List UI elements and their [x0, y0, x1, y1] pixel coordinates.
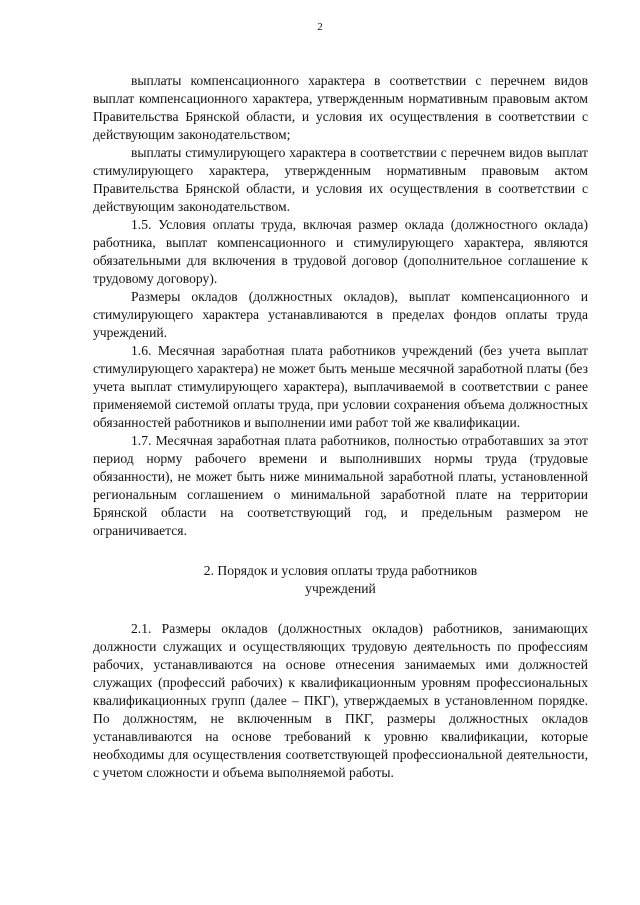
section-heading-line: учреждений	[305, 581, 376, 596]
document-body	[93, 72, 588, 782]
section-heading-line: 2. Порядок и условия оплаты труда работников	[203, 563, 478, 578]
paragraph: 1.6. Месячная заработная плата работников учреждений (без учета выплат стимулирующего характера) не может быть меньше месячной заработной платы (без учета выплат стимулирующего характера), выплачиваемой в соответствии с ранее применяемой системой оплаты труда, при условии сохранения объема должностных обязанностей работников и выполнении ими работ той же квалификации.	[93, 343, 588, 430]
paragraph: Размеры окладов (должностных окладов), выплат компенсационного и стимулирующего характера устанавливаются в пределах фондов оплаты труда учреждений.	[93, 289, 588, 340]
paragraph: выплаты компенсационного характера в соответствии с перечнем видов выплат компенсационного характера, утвержденным нормативным правовым актом Правительства Брянской области, и условия их осуществления в соответствии с действующим законодательством;	[93, 73, 588, 142]
paragraph: 2.1. Размеры окладов (должностных окладов) работников, занимающих должности служащих и осуществляющих трудовую деятельность по профессиям рабочих, устанавливаются на основе отнесения занимаемых ими должностей служащих (профессий рабочих) к квалификационным уровням профессиональных квалификационных групп (далее – ПКГ), утверждаемых в установленном порядке. По должностям, не включенным в ПКГ, размеры должностных окладов устанавливаются на основе требований к уровню квалификации, которые необходимы для осуществления соответствующей профессиональной деятельности, с учетом сложности и объема выполняемой работы.	[93, 621, 588, 780]
page-number: 2	[317, 21, 323, 33]
paragraph: 1.5. Условия оплаты труда, включая размер оклада (должностного оклада) работника, выплат компенсационного и стимулирующего характера, являются обязательными для включения в трудовой договор (дополнительное соглашение к трудовому договору).	[93, 217, 588, 286]
section-heading	[93, 562, 588, 598]
paragraph: выплаты стимулирующего характера в соответствии с перечнем видов выплат стимулирующего характера, утвержденным нормативным правовым актом Правительства Брянской области, и условия их осуществления в соответствии с действующим законодательством.	[93, 145, 588, 214]
paragraph: 1.7. Месячная заработная плата работников, полностью отработавших за этот период норму рабочего времени и выполнивших нормы труда (трудовые обязанности), не может быть ниже минимальной заработной платы, установленной региональным соглашением о минимальной заработной плате на территории Брянской области на соответствующий год, и предельным размером не ограничивается.	[93, 433, 588, 538]
